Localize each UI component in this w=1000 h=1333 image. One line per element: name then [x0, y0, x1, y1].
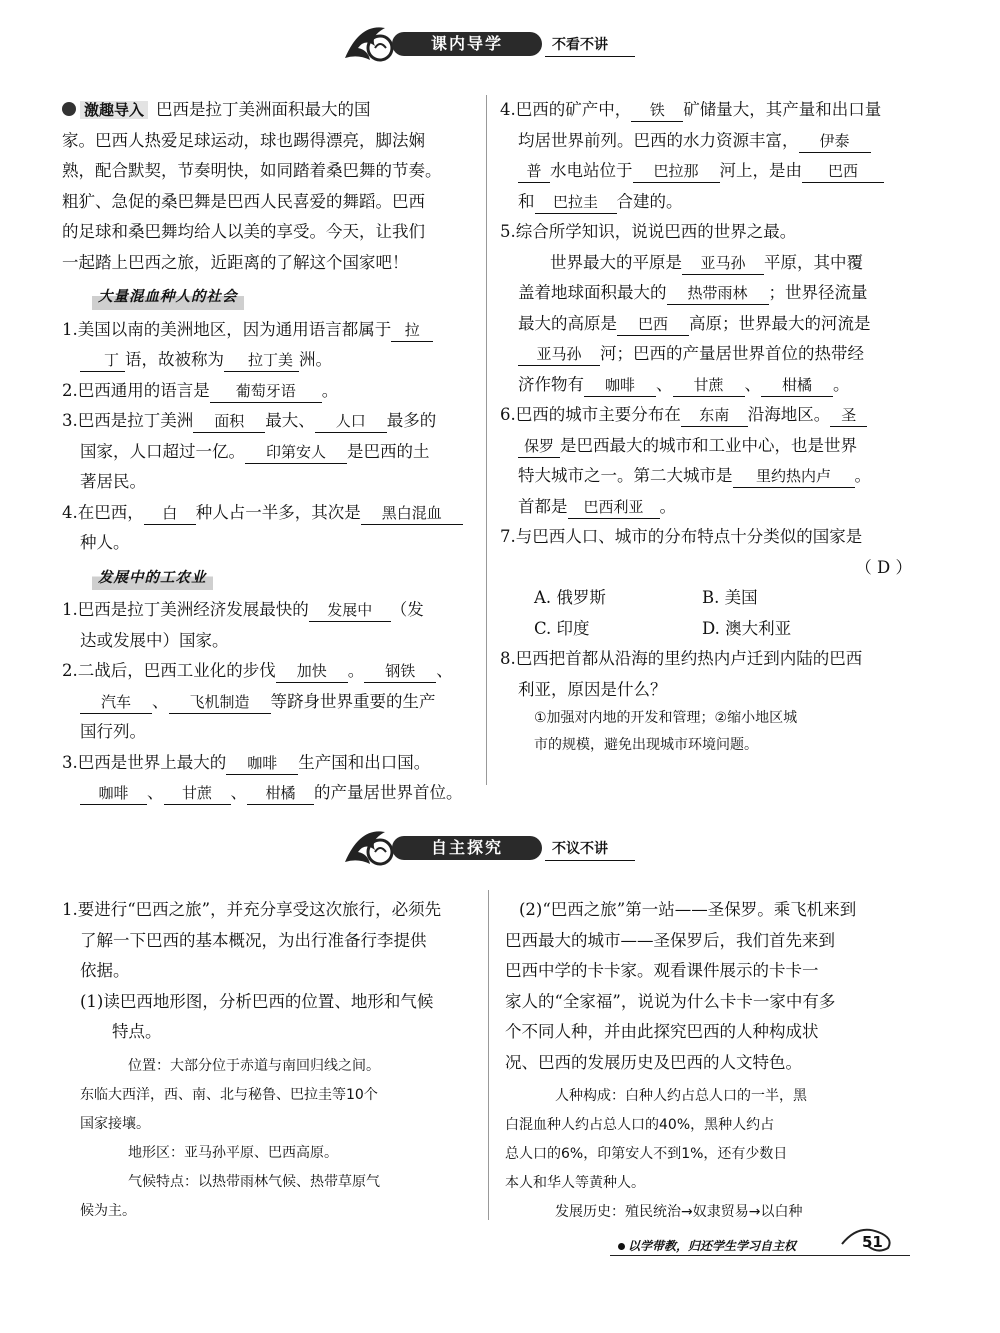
question: 4.巴西的矿产中， 铁 矿储量大，其产量和出口量 [500, 95, 920, 126]
bottom-right-column: (2)“巴西之旅”第一站——圣保罗。乘飞机来到 巴西最大的城市——圣保罗后，我们首先来到 巴西中学的卡卡家。观看课件展示的卡卡一 家人的“全家福”，说说为什么卡卡一家中有多 个不同人种，并由此探究巴西的人种构成状 况、巴西的发展历史及巴西的人文特色。 人种构成：白种人约占总人口的一半，黑 白混血种人约占总人口的40%，黑种人约占 总人口的6%，印第安人不到1%，还有少数日 本人和华人等黄种人。 发展历史：殖民统治→奴隶贸易→以白种 [505, 895, 920, 1227]
banner-tag: 不看不讲 [552, 37, 608, 53]
question: 2.二战后，巴西工业化的步伐 加快 。 钢铁 、 [62, 656, 472, 687]
banner-tag: 不议不讲 [552, 841, 608, 857]
question: 7.与巴西人口、城市的分布特点十分类似的国家是 [500, 527, 863, 546]
handwritten-answer: ①加强对内地的开发和管理；②缩小地区城 市的规模，避免出现城市环境问题。 [534, 710, 798, 753]
question: 4.在巴西， 白 种人占一半多，其次是 黑白混血 [62, 498, 472, 529]
option: D. 澳大利亚 [702, 618, 792, 638]
question: 8.巴西把首都从沿海的里约热内卢迁到内陆的巴西 [500, 649, 863, 668]
answer-paren: （ D ） [855, 557, 912, 577]
left-column: 激趣导入 巴西是拉丁美洲面积最大的国 家。巴西人热爱足球运动，球也踢得漂亮，脚法娴 熟，配合默契，节奏明快，如同踏着桑巴舞的节奏。 粗犷、急促的桑巴舞是巴西人民喜爱的舞蹈。巴西 的足球和桑巴舞均给人以美的享受。今天，让我们 一起踏上巴西之旅，近距离的了解这个国家吧！ 大量混血种人的社会 1.美国以南的美洲地区，因为通用语言都属于 拉 丁 语，故被称为 拉丁美 洲。 2.巴西通用的语言是 葡萄牙语 。 3.巴西是拉丁美洲 面积 最大、 人口 最多的 国家，人口超过一亿。 印第安人 是巴西的土 著居民。 4.在巴西， 白 种人占一半多，其次是 黑白混血 种人。 发展中的工农业 1.巴西是拉丁美洲经济发展最快的 发展中 （发 达或发展中）国家。 2.二战后，巴西工业化的步伐 加快 。 钢铁 、 汽车 、 飞机制造 等跻身世界重要的生产 国行列。 3.巴西是世界上最大的 咖啡 生产国和出口国。 咖啡 、 甘蔗 、 柑橘 的产量居世界首位。 [62, 95, 472, 809]
question: 5.综合所学知识，说说巴西的世界之最。 [500, 222, 797, 241]
page-number: 51 [862, 1233, 883, 1251]
bottom-left-column: 1.要进行“巴西之旅”，并充分享受这次旅行，必须先 了解一下巴西的基本概况，为出行准备行李提供 依据。 (1)读巴西地形图，分析巴西的位置、地形和气候 特点。 位置：大部分位于赤道与南回归线之间。 东临大西洋，西、南、北与秘鲁、巴拉圭等10个 国家接壤。 地形区：亚马孙平原、巴西高原。 气候特点：以热带雨林气候、热带草原气 候为主。 [62, 895, 477, 1226]
banner-title: 自主探究 [392, 836, 542, 860]
section-banner-mid [340, 822, 640, 872]
handwritten-answer: 人种构成：白种人约占总人口的一半，黑 白混血种人约占总人口的40%，黑种人约占 总人口的6%，印第安人不到1%，还有少数日 本人和华人等黄种人。 发展历史：殖民统治→奴隶贸易→以白种 [505, 1088, 807, 1220]
question: 1.美国以南的美洲地区，因为通用语言都属于 拉 [62, 315, 472, 346]
question: 2.巴西通用的语言是 葡萄牙语 。 [62, 376, 472, 407]
section-banner-top [340, 18, 640, 68]
options [534, 583, 920, 644]
option: C. 印度 [534, 618, 590, 638]
section-heading: 大量混血种人的社会 [92, 282, 244, 313]
handwritten-answer: 位置：大部分位于赤道与南回归线之间。 东临大西洋，西、南、北与秘鲁、巴拉圭等10个 国家接壤。 地形区：亚马孙平原、巴西高原。 气候特点：以热带雨林气候、热带草原气 候为主。 [80, 1057, 380, 1219]
banner-title: 课内导学 [392, 32, 542, 56]
footer-slogan: 以学带教，归还学生学习自主权 [618, 1237, 796, 1254]
option: B. 美国 [702, 588, 758, 607]
question: 6.巴西的城市主要分布在 东南 沿海地区。 圣 [500, 400, 920, 431]
question: 3.巴西是世界上最大的 咖啡 生产国和出口国。 [62, 748, 472, 779]
intro-label: 激趣导入 [80, 101, 148, 119]
right-column: 4.巴西的矿产中， 铁 矿储量大，其产量和出口量 均居世界前列。巴西的水力资源丰富， 伊泰 普 水电站位于 巴拉那 河上，是由 巴西 和 巴拉圭 合建的。 5.综合所学知识，说说巴西的世界之最。 世界最大的平原是 亚马孙 平原，其中覆 盖着地球面积最大的 热带雨林 ；世界径流量 最大的高原是 巴西 高原；世界最大的河流是 亚马孙 河；巴西的产量居世界首位的热带经 济作物有 咖啡 、 甘蔗 、 柑橘 。 6.巴西的城市主要分布在 东南 沿海地区。 圣 保罗 是巴西最大的城市和工业中心，也是世界 特大城市之一。第二大城市是 里约热内卢 。 首都是 巴西利亚 。 7.与巴西人口、城市的分布特点十分类似的国家是 （ D ） A. 俄罗斯 B. 美国 C. 印度 D. 澳大利亚 8.巴西把首都从沿海的里约热内卢迁到内陆的巴西 利亚，原因是什么？ ①加强对内地的开发和管理；②缩小地区城 市的规模，避免出现城市环境问题。 [500, 95, 920, 759]
section-heading: 发展中的工农业 [92, 563, 213, 594]
option: A. 俄罗斯 [534, 588, 606, 607]
question: 1.巴西是拉丁美洲经济发展最快的 发展中 （发 [62, 595, 472, 626]
question: 3.巴西是拉丁美洲 面积 最大、 人口 最多的 [62, 406, 472, 437]
footer-bullet-icon [618, 1243, 625, 1250]
intro-bullet-icon [62, 102, 76, 116]
